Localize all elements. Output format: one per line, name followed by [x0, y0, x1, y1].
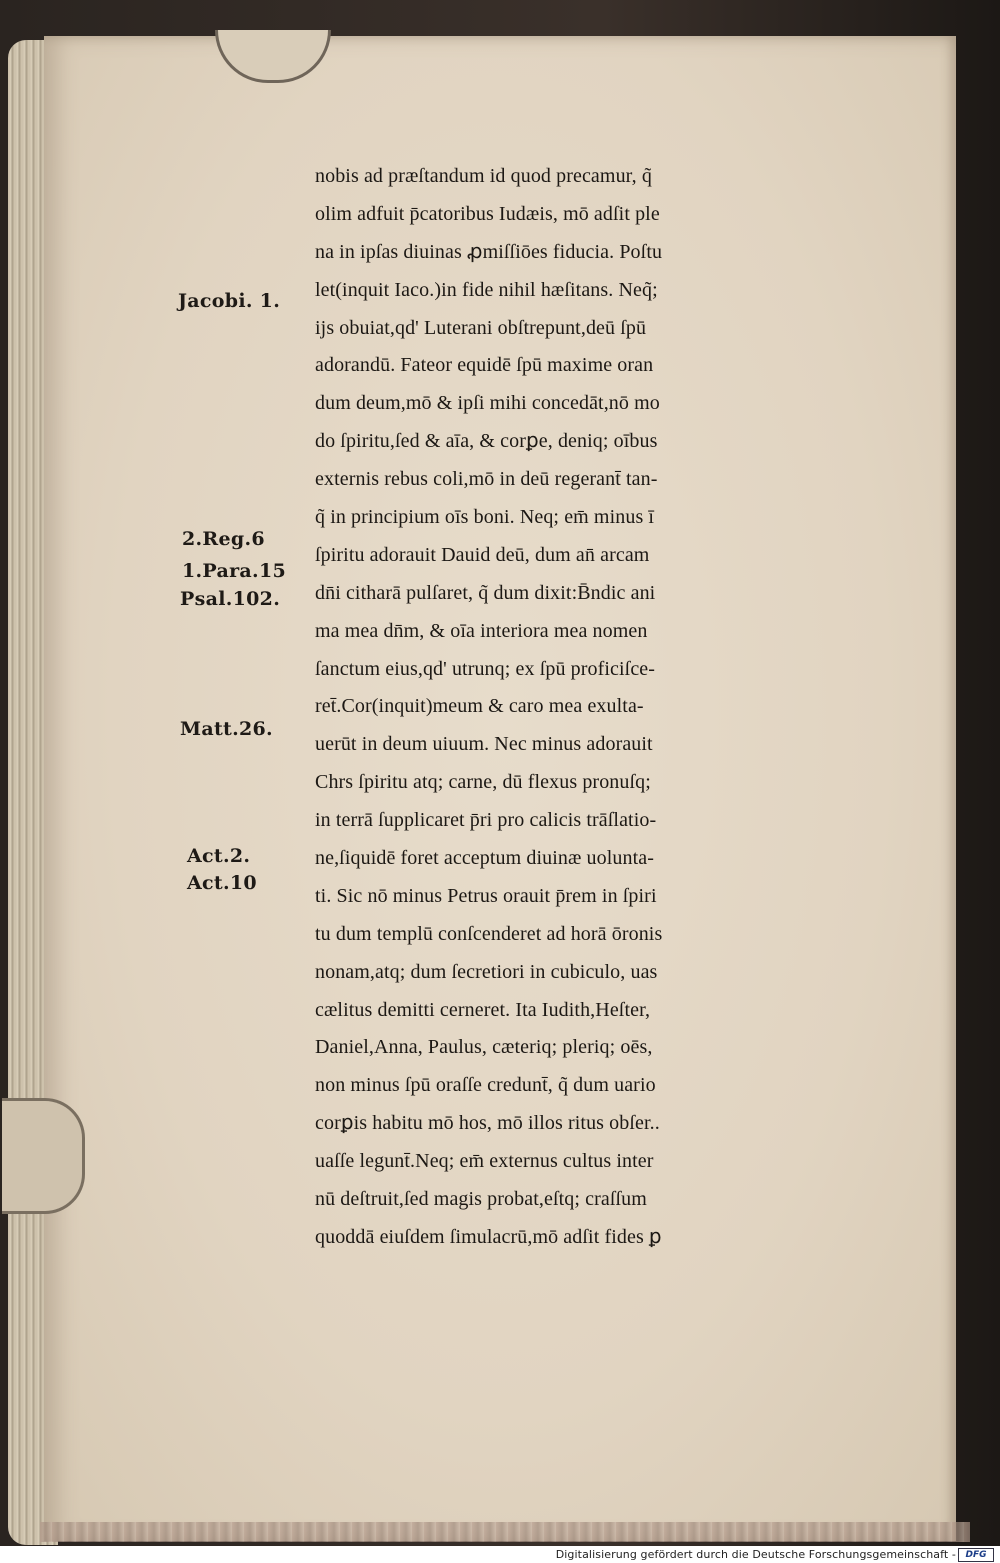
- margin-note-psal: Psal.102.: [180, 588, 281, 610]
- margin-note-para: 1.Para.15: [182, 560, 286, 582]
- page-bottom-edge: [40, 1522, 970, 1542]
- text-line: nobis ad præſtandum id quod precamur, q̃: [315, 165, 652, 187]
- text-line: nonam,atq; dum ſecretiori in cubiculo, uas: [315, 960, 658, 983]
- text-line: non minus ſpū oraſſe credunt̄, q̃ dum uario: [315, 1074, 656, 1097]
- text-line: uaſſe legunt̄.Neq; em̄ externus cultus inter: [315, 1150, 654, 1173]
- text-line: na in ipſas diuinas ꝓmiſſiōes fiducia. Poſtu: [315, 240, 663, 263]
- text-line: let(inquit Iaco.)in fide nihil hæſitans. Neq̃;: [315, 278, 658, 301]
- body-text: [315, 158, 955, 1257]
- text-line: corꝑis habitu mō hos, mō illos ritus obſer..: [315, 1112, 660, 1135]
- text-line: cælitus demitti cerneret. Ita Iudith,Heſter,: [315, 998, 651, 1021]
- dfg-logo: DFG: [958, 1548, 994, 1562]
- text-line: ne,ſiquidē foret acceptum diuinæ uolunta-: [315, 847, 655, 870]
- clasp-left: [2, 1098, 85, 1214]
- text-line: ret̄.Cor(inquit)meum & caro mea exulta-: [315, 695, 644, 718]
- text-line: ſpiritu adorauit Dauid deū, dum an̄ arcam: [315, 543, 650, 566]
- text-line: Chrs ſpiritu atq; carne, dū flexus pronuſq;: [315, 771, 651, 794]
- text-line: nū deſtruit,ſed magis probat,eſtq; craſſum: [315, 1188, 647, 1211]
- text-line: ma mea dn̄m, & oīa interiora mea nomen: [315, 619, 648, 642]
- text-line: quoddā eiuſdem ſimulacrū,mō adſit fides ꝑ: [315, 1225, 662, 1248]
- margin-note-act2: Act.2.: [187, 845, 251, 867]
- margin-note-reg: 2.Reg.6: [182, 528, 265, 550]
- margin-note-matt: Matt.26.: [180, 718, 273, 740]
- text-line: adorandū. Fateor equidē ſpū maxime oran: [315, 354, 654, 377]
- text-line: ijs obuiat,qd' Luterani obſtrepunt,deū ſpū: [315, 316, 647, 339]
- margin-note-jacobi: Jacobi. 1.: [178, 290, 281, 312]
- text-line: dn̄i citharā pulſaret, q̃ dum dixit:B̄ndic ani: [315, 581, 656, 604]
- text-line: tu dum templū conſcenderet ad horā ōronis: [315, 922, 663, 945]
- text-line: dum deum,mō & ipſi mihi concedāt,nō mo: [315, 392, 660, 415]
- text-line: uerūt in deum uiuum. Nec minus adorauit: [315, 733, 653, 756]
- text-line: in terrā ſupplicaret p̄ri pro calicis trāſlatio-: [315, 809, 657, 832]
- margin-note-act10: Act.10: [187, 872, 257, 894]
- text-line: externis rebus coli,mō in deū regerant̄ tan-: [315, 468, 658, 491]
- footer-credit: Digitalisierung gefördert durch die Deutsche Forschungsgemeinschaft -: [555, 1548, 956, 1561]
- text-line: ſanctum eius,qd' utrunq; ex ſpū proficiſce-: [315, 657, 656, 680]
- text-line: olim adfuit p̄catoribus Iudæis, mō adſit ple: [315, 202, 660, 225]
- text-line: Daniel,Anna, Paulus, cæteriq; pleriq; oēs,: [315, 1036, 653, 1059]
- text-line: q̃ in principium oīs boni. Neq; em̄ minus ī: [315, 506, 655, 529]
- text-line: ti. Sic nō minus Petrus orauit p̄rem in ſpiri: [315, 884, 657, 907]
- text-line: do ſpiritu,ſed & aīa, & corꝑe, deniq; oībus: [315, 430, 658, 453]
